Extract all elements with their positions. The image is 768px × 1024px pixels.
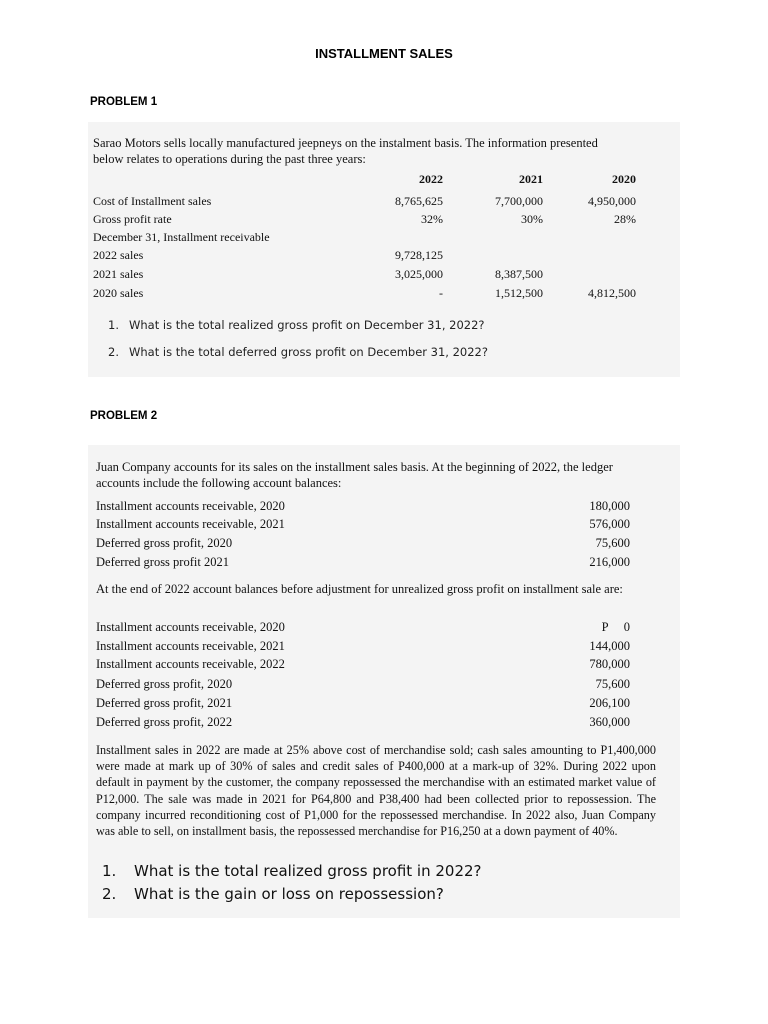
cell-value: 32% bbox=[421, 212, 443, 226]
row-label: December 31, Installment receivable bbox=[93, 230, 270, 244]
year-header: 2021 bbox=[519, 172, 543, 186]
year-header-row bbox=[93, 172, 673, 190]
cell-value: 4,812,500 bbox=[588, 286, 636, 300]
cell-value: - bbox=[439, 286, 443, 300]
row-label: 2021 sales bbox=[93, 267, 144, 281]
row-label: 2022 sales bbox=[93, 248, 144, 262]
balance-row bbox=[96, 639, 630, 657]
cell-value: 8,387,500 bbox=[495, 267, 543, 281]
cell-value: 28% bbox=[614, 212, 636, 226]
balance-row bbox=[96, 657, 630, 675]
balance-value: 360,000 bbox=[589, 715, 630, 729]
problem-2-questions bbox=[102, 862, 482, 908]
year-header: 2022 bbox=[419, 172, 443, 186]
balance-label: Deferred gross profit 2021 bbox=[96, 555, 229, 569]
cell-value: 1,512,500 bbox=[495, 286, 543, 300]
balance-row bbox=[96, 499, 630, 517]
balance-row bbox=[96, 555, 630, 573]
question-item bbox=[102, 885, 482, 908]
balance-row bbox=[96, 696, 630, 714]
balance-value: 576,000 bbox=[589, 517, 630, 531]
row-label: 2020 sales bbox=[93, 286, 144, 300]
balance-row bbox=[96, 517, 630, 535]
balance-value: 144,000 bbox=[589, 639, 630, 653]
document-title: INSTALLMENT SALES bbox=[315, 46, 453, 61]
balance-value: P 0 bbox=[601, 620, 630, 634]
data-row bbox=[93, 230, 673, 248]
cell-value: 9,728,125 bbox=[395, 248, 443, 262]
balance-value: 780,000 bbox=[589, 657, 630, 671]
problem-2-intro: Juan Company accounts for its sales on the installment sales basis. At the beginning of 2022, the ledger accounts include the following account balances: bbox=[96, 460, 613, 490]
data-row bbox=[93, 212, 673, 230]
cell-value: 7,700,000 bbox=[495, 194, 543, 208]
balance-label: Installment accounts receivable, 2021 bbox=[96, 639, 285, 653]
question-item bbox=[108, 318, 488, 345]
cell-value: 3,025,000 bbox=[395, 267, 443, 281]
balance-label: Deferred gross profit, 2020 bbox=[96, 677, 233, 691]
balance-value: 180,000 bbox=[589, 499, 630, 513]
question-number: 2. bbox=[102, 885, 117, 903]
problem-1-questions bbox=[108, 318, 488, 372]
balance-label: Deferred gross profit, 2021 bbox=[96, 696, 233, 710]
balance-value: 75,600 bbox=[595, 536, 630, 550]
question-item bbox=[102, 862, 482, 885]
data-row bbox=[93, 194, 673, 212]
balance-label: Installment accounts receivable, 2021 bbox=[96, 517, 285, 531]
question-text: What is the total realized gross profit on December 31, 2022? bbox=[129, 318, 485, 332]
balance-value: 75,600 bbox=[595, 677, 630, 691]
question-text: What is the gain or loss on repossession? bbox=[134, 885, 444, 903]
balance-value: 216,000 bbox=[589, 555, 630, 569]
end-balances-intro: At the end of 2022 account balances before adjustment for unrealized gross profit on installment sale are: bbox=[96, 582, 623, 596]
balance-label: Deferred gross profit, 2022 bbox=[96, 715, 233, 729]
problem-1-intro: Sarao Motors sells locally manufactured jeepneys on the instalment basis. The information presented below relates to operations during the past three years: bbox=[93, 136, 598, 166]
question-number: 1. bbox=[108, 318, 119, 332]
cell-value: 4,950,000 bbox=[588, 194, 636, 208]
problem-2-heading: PROBLEM 2 bbox=[90, 410, 158, 422]
balance-row bbox=[96, 677, 630, 695]
row-label: Cost of Installment sales bbox=[93, 194, 212, 208]
cell-value: 8,765,625 bbox=[395, 194, 443, 208]
question-item bbox=[108, 345, 488, 372]
problem-2-scanned-excerpt bbox=[88, 445, 680, 918]
row-label: Gross profit rate bbox=[93, 212, 172, 226]
problem-1-heading: PROBLEM 1 bbox=[90, 96, 158, 108]
balance-row bbox=[96, 536, 630, 554]
cell-value: 30% bbox=[521, 212, 543, 226]
balance-row bbox=[96, 715, 630, 733]
balance-label: Installment accounts receivable, 2020 bbox=[96, 620, 285, 634]
data-row bbox=[93, 286, 673, 304]
balance-label: Installment accounts receivable, 2020 bbox=[96, 499, 285, 513]
question-text: What is the total realized gross profit in 2022? bbox=[134, 862, 482, 880]
data-row bbox=[93, 248, 673, 266]
question-number: 1. bbox=[102, 862, 117, 880]
balance-value: 206,100 bbox=[589, 696, 630, 710]
problem-2-narrative: Installment sales in 2022 are made at 25% above cost of merchandise sold; cash sales amounting to P1,400,000 were made at mark up of 30% of sales and credit sales of P400,000 at a mark-up of 32%. During 2022 upon default in payment by the customer, the company repossessed the merchandise with an estimated market value of P12,000. The sale was made in 2021 for P64,800 and P38,400 had been collected prior to repossession. The company incurred reconditioning cost of P1,000 for the repossessed merchandise. In 2022 also, Juan Company was able to sell, on installment basis, the repossessed merchandise for P16,250 at a down payment of 40%. bbox=[96, 743, 656, 839]
question-number: 2. bbox=[108, 345, 119, 359]
balance-row bbox=[96, 620, 630, 638]
data-row bbox=[93, 267, 673, 285]
year-header: 2020 bbox=[612, 172, 636, 186]
question-text: What is the total deferred gross profit on December 31, 2022? bbox=[129, 345, 488, 359]
balance-label: Installment accounts receivable, 2022 bbox=[96, 657, 285, 671]
balance-label: Deferred gross profit, 2020 bbox=[96, 536, 233, 550]
